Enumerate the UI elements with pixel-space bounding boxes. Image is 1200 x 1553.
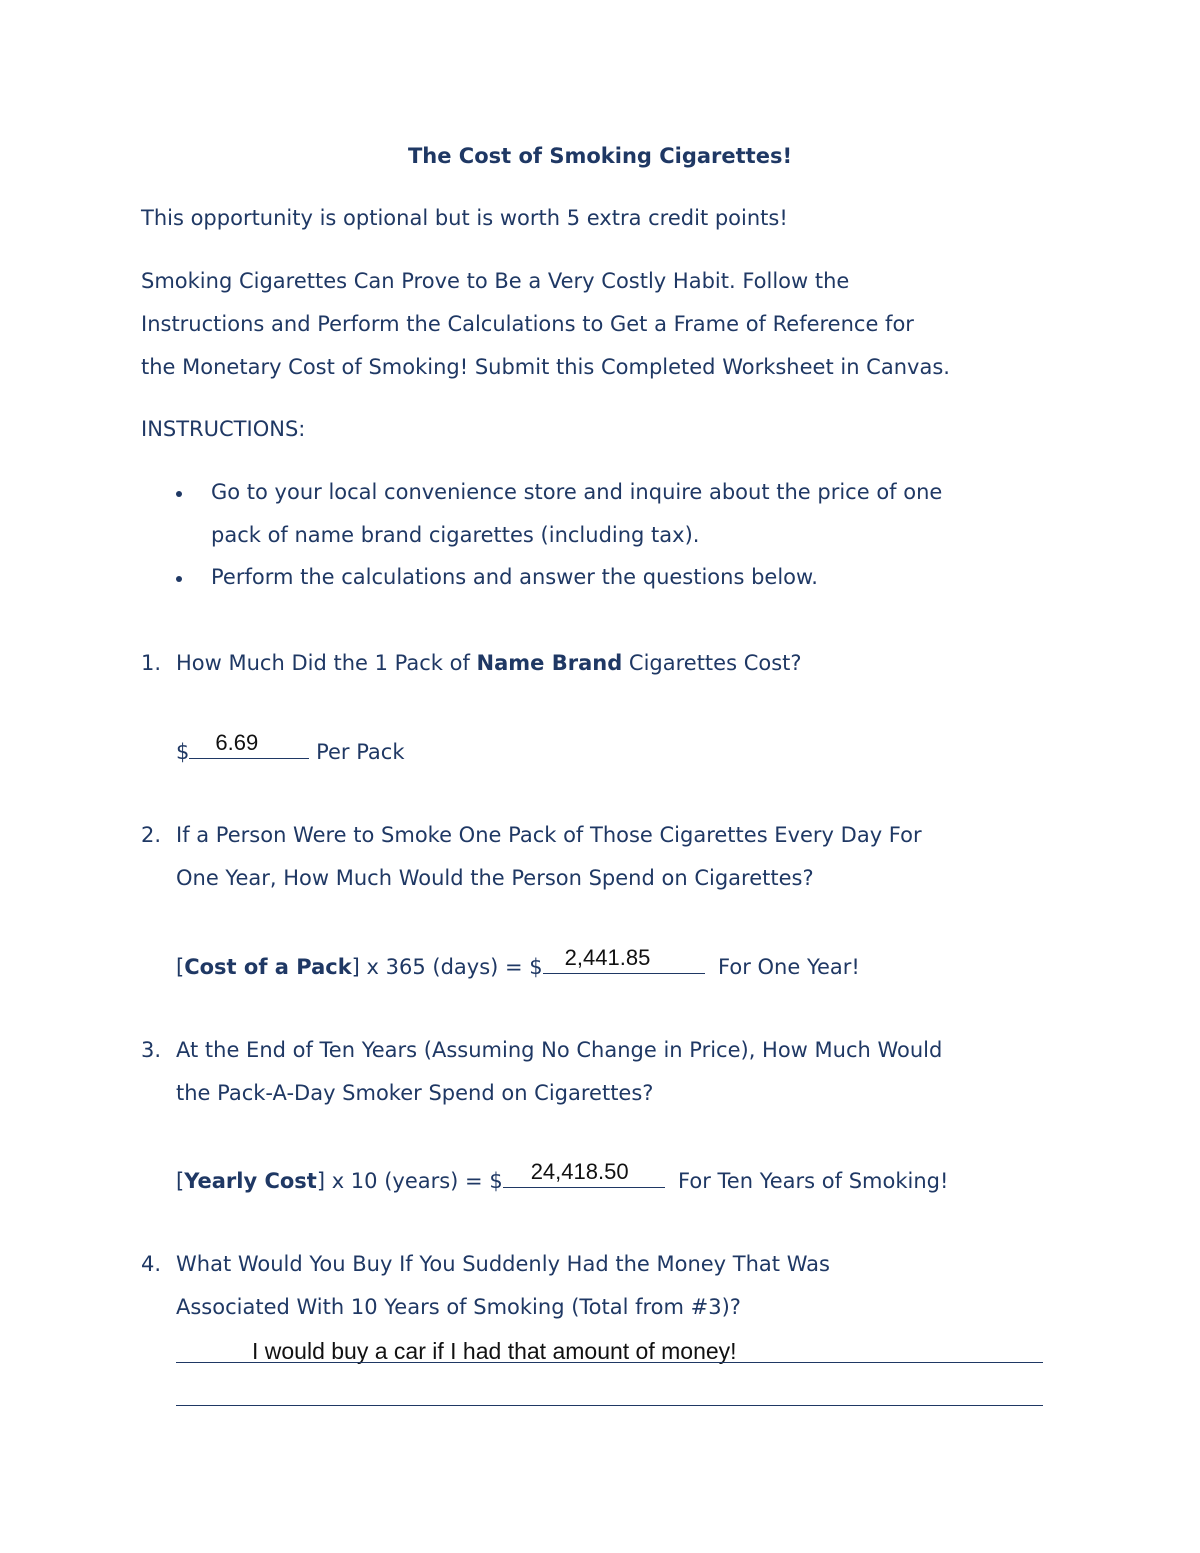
- q2-line-1: If a Person Were to Smoke One Pack of Those Cigarettes Every Day For: [176, 823, 922, 847]
- q4-answer-line-2[interactable]: [176, 1405, 1043, 1406]
- q4-answer-line-1[interactable]: [176, 1362, 1043, 1363]
- q2-suffix: For One Year!: [718, 955, 860, 979]
- intro-text: This opportunity is optional but is worth 5 extra credit points!: [141, 206, 788, 230]
- q2-formula: [176, 945, 860, 979]
- bracket-open: [: [176, 955, 185, 979]
- description-line-3: the Monetary Cost of Smoking! Submit this Completed Worksheet in Canvas.: [141, 355, 950, 379]
- q4-number: 4.: [141, 1252, 162, 1276]
- bracket-open: [: [176, 1169, 185, 1193]
- instructions-heading: INSTRUCTIONS:: [141, 417, 306, 441]
- q2-number: 2.: [141, 823, 162, 847]
- q2-answer-value: 2,441.85: [564, 945, 651, 970]
- q4-line-1: What Would You Buy If You Suddenly Had the Money That Was: [176, 1252, 830, 1276]
- q2-formula-text: ] x 365 (days) = $: [351, 955, 543, 979]
- q3-formula: [176, 1159, 949, 1193]
- q3-bracket-label: Yearly Cost: [184, 1169, 317, 1193]
- bullet-2-line-1: Perform the calculations and answer the questions below.: [211, 565, 818, 589]
- q1-text-before: How Much Did the 1 Pack of: [176, 651, 477, 675]
- q1-answer-field[interactable]: [189, 730, 309, 759]
- q2-bracket-label: Cost of a Pack: [184, 955, 352, 979]
- q1-number: 1.: [141, 651, 162, 675]
- q3-number: 3.: [141, 1038, 162, 1062]
- q2-line-2: One Year, How Much Would the Person Spend on Cigarettes?: [176, 866, 814, 890]
- q3-suffix: For Ten Years of Smoking!: [678, 1169, 949, 1193]
- q3-formula-text: ] x 10 (years) = $: [316, 1169, 503, 1193]
- currency-sign: $: [176, 740, 190, 764]
- bullet-1-line-2: pack of name brand cigarettes (including tax).: [211, 523, 700, 547]
- q1-suffix: Per Pack: [316, 740, 405, 764]
- q1-answer-line: [176, 730, 405, 764]
- description-line-2: Instructions and Perform the Calculations to Get a Frame of Reference for: [141, 312, 914, 336]
- q2-answer-field[interactable]: [543, 945, 705, 974]
- q4-answer-value: I would buy a car if I had that amount of money!: [252, 1338, 737, 1364]
- q1-question: [176, 651, 802, 675]
- bullet-1-line-1: Go to your local convenience store and inquire about the price of one: [211, 480, 943, 504]
- q1-text-bold: Name Brand: [476, 651, 623, 675]
- q1-text-after: Cigarettes Cost?: [622, 651, 802, 675]
- q3-answer-field[interactable]: [503, 1159, 665, 1188]
- description-line-1: Smoking Cigarettes Can Prove to Be a Very Costly Habit. Follow the: [141, 269, 850, 293]
- q3-line-1: At the End of Ten Years (Assuming No Change in Price), How Much Would: [176, 1038, 943, 1062]
- bullet-dot-icon: [176, 576, 182, 582]
- bullet-dot-icon: [176, 491, 182, 497]
- q3-line-2: the Pack-A-Day Smoker Spend on Cigarettes?: [176, 1081, 654, 1105]
- q4-line-2: Associated With 10 Years of Smoking (Total from #3)?: [176, 1295, 741, 1319]
- q1-answer-value: 6.69: [215, 730, 259, 755]
- page-title: The Cost of Smoking Cigarettes!: [407, 144, 793, 168]
- q3-answer-value: 24,418.50: [530, 1159, 629, 1184]
